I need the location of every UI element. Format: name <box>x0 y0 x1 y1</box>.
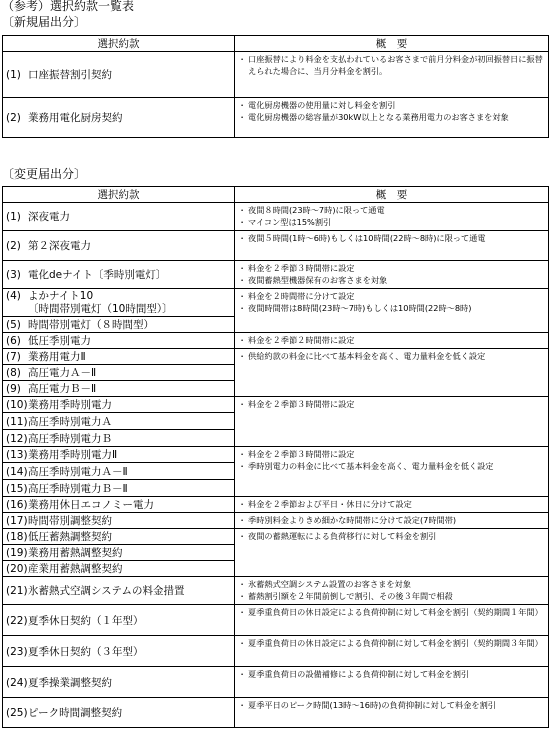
row-name: 高圧季時別電力Ａ－Ⅱ <box>28 465 128 478</box>
table-row <box>3 497 235 513</box>
changed-col1-header: 選択約款 <box>3 187 235 203</box>
table-row <box>3 289 235 317</box>
table-row <box>3 349 235 365</box>
row-name: 業務用季時別電力Ⅱ <box>28 449 118 461</box>
table-row <box>3 52 235 98</box>
table-row <box>3 577 235 605</box>
row-desc <box>235 529 549 577</box>
table-row <box>3 529 235 545</box>
row-desc <box>235 605 549 636</box>
desc-item: ・ 供給約款の料金に比べて基本料金を高く、電力量料金を低く設定 <box>238 350 545 362</box>
table-row <box>3 561 235 577</box>
row-number: (13) <box>6 449 28 461</box>
row-name: 高圧季時別電力Ａ <box>28 415 112 428</box>
row-desc <box>235 636 549 667</box>
row-name: 高圧電力Ｂ－Ⅱ <box>28 383 97 395</box>
desc-item: ・ 料金を２季節３時間帯に設定 <box>238 262 545 274</box>
row-name: 夏季休日契約（３年型） <box>28 645 144 658</box>
table-row <box>3 317 235 333</box>
row-number: (21) <box>6 585 28 597</box>
new-col2-header: 概 要 <box>235 36 549 52</box>
table-row <box>3 430 235 447</box>
row-name: 口座振替割引契約 <box>28 69 112 81</box>
row-number: (14) <box>6 465 28 478</box>
row-name: 業務用電力Ⅱ <box>28 351 86 363</box>
table-row <box>3 333 235 349</box>
desc-item: ・ 季時別料金よりきめ細かな時間帯に分けて設定(7時間帯) <box>238 514 545 526</box>
row-name: 時間帯別調整契約 <box>28 515 112 527</box>
row-name: 低圧季別電力 <box>28 335 91 347</box>
desc-item: ・ 夜間蓄熱型機器保有のお客さまを対象 <box>238 274 545 286</box>
table-row <box>3 667 235 698</box>
row-desc <box>235 349 549 397</box>
new-section-heading: 〔新規届出分〕 <box>2 15 87 29</box>
row-desc <box>235 289 549 333</box>
document-title: （参考）選択約款一覧表 <box>2 0 135 13</box>
row-number: (4) <box>6 289 21 302</box>
row-desc <box>235 667 549 698</box>
desc-item: ・ 季時別電力の料金に比べて基本料金を高く、電力量料金を低く設定 <box>238 460 545 472</box>
row-number: (3) <box>6 269 21 281</box>
desc-item: ・ 料金を２季節２時間帯に設定 <box>238 334 545 346</box>
row-number: (7) <box>6 351 21 363</box>
table-row <box>3 698 235 728</box>
new-col1-header: 選択約款 <box>3 36 235 52</box>
row-number: (2) <box>6 112 21 124</box>
desc-item: ・ 夜間の蓄熱運転による負荷移行に対して料金を割引 <box>238 530 545 542</box>
row-desc <box>235 231 549 261</box>
desc-item: ・ 蓄熱割引額を２年間前倒しで割引、その後３年間で相殺 <box>238 590 545 602</box>
row-name: 業務用電化厨房契約 <box>28 112 123 124</box>
desc-item: ・ 料金を２時間帯に分けて設定 <box>238 290 545 302</box>
table-row <box>3 605 235 636</box>
row-desc <box>235 397 549 447</box>
row-number: (17) <box>6 515 28 527</box>
row-name: 氷蓄熱式空調システムの料金措置 <box>28 585 185 597</box>
row-desc <box>235 333 549 349</box>
desc-item: ・ 夜間時間帯は8時間(23時～7時)もしくは10時間(22時～8時) <box>238 302 545 314</box>
row-number: (11) <box>6 415 28 428</box>
row-number: (2) <box>6 240 21 252</box>
desc-item: ・ 夜間８時間(23時～7時)に限って通電 <box>238 204 545 216</box>
table-row <box>3 381 235 397</box>
row-name-sub: 〔時間帯別電灯（10時間型）〕 <box>28 302 173 315</box>
row-name: 電化deナイト〔季時別電灯〕 <box>28 269 167 281</box>
row-desc <box>235 261 549 289</box>
row-number: (18) <box>6 531 28 543</box>
row-name: 高圧季時別電力Ｂ <box>28 432 112 445</box>
table-row <box>3 480 235 497</box>
table-row <box>3 636 235 667</box>
row-number: (25) <box>6 707 28 719</box>
table-row <box>3 513 235 529</box>
row-name: 第２深夜電力 <box>28 240 91 252</box>
row-name: 低圧蓄熱調整契約 <box>28 531 112 543</box>
row-desc <box>235 447 549 497</box>
row-number: (23) <box>6 645 28 658</box>
table-row <box>3 365 235 381</box>
desc-item: ・ 電化厨房機器の使用量に対し料金を割引 <box>238 99 545 111</box>
row-number: (10) <box>6 399 28 411</box>
desc-item: ・ 料金を２季節３時間帯に設定 <box>238 398 545 410</box>
table-row <box>3 203 235 231</box>
row-name: 深夜電力 <box>28 211 70 223</box>
row-number: (16) <box>6 499 28 511</box>
table-row <box>3 397 235 413</box>
new-table <box>2 35 549 138</box>
changed-section-heading: 〔変更届出分〕 <box>2 167 87 181</box>
changed-col2-header: 概 要 <box>235 187 549 203</box>
row-name: 夏季操業調整契約 <box>28 676 112 689</box>
desc-item: ・ 料金を２季節および平日・休日に分けて設定 <box>238 498 545 510</box>
row-desc <box>235 203 549 231</box>
desc-item: ・ 夏季重負荷日の設備補修による負荷抑制に対して料金を割引 <box>238 668 545 680</box>
row-number: (1) <box>6 211 21 223</box>
table-row <box>3 231 235 261</box>
row-desc <box>235 497 549 513</box>
row-number: (24) <box>6 676 28 689</box>
row-name: 産業用蓄熱調整契約 <box>28 563 123 575</box>
row-number: (15) <box>6 482 28 495</box>
row-desc <box>235 577 549 605</box>
table-row <box>3 261 235 289</box>
desc-item: ・ 氷蓄熱式空調システム設置のお客さまを対象 <box>238 578 545 590</box>
row-desc <box>235 98 549 138</box>
desc-item: ・ 口座振替により料金を支払われているお客さまで前月分料金が初回振替日に振替えられた場合に、当月分料金を割引。 <box>238 53 545 77</box>
row-number: (6) <box>6 335 21 347</box>
row-name: 高圧季時別電力Ｂ－Ⅱ <box>28 482 128 495</box>
row-desc <box>235 513 549 529</box>
row-name: ピーク時間調整契約 <box>28 707 123 719</box>
table-row <box>3 98 235 138</box>
row-name: 業務用蓄熱調整契約 <box>28 547 123 559</box>
row-number: (9) <box>6 383 21 395</box>
row-name: 業務用季時別電力 <box>28 399 112 411</box>
row-number: (22) <box>6 614 28 627</box>
table-row <box>3 447 235 463</box>
row-name: 高圧電力Ａ－Ⅱ <box>28 367 97 379</box>
row-number: (20) <box>6 563 28 575</box>
desc-item: ・ マイコン型は15%割引 <box>238 216 545 228</box>
row-desc <box>235 698 549 728</box>
table-row <box>3 463 235 480</box>
changed-table <box>2 186 549 728</box>
table-row <box>3 413 235 430</box>
row-name: 夏季休日契約（１年型） <box>28 614 144 627</box>
desc-item: ・ 夏季平日のピーク時間(13時～16時)の負荷抑制に対して料金を割引 <box>238 699 545 711</box>
table-row <box>3 545 235 561</box>
row-desc <box>235 52 549 98</box>
row-number: (12) <box>6 432 28 445</box>
desc-item: ・ 夏季重負荷日の休日設定による負荷抑制に対して料金を割引（契約期間３年間） <box>238 637 545 649</box>
desc-item: ・ 電化厨房機器の総容量が30kW以上となる業務用電力のお客さまを対象 <box>238 111 545 123</box>
row-name: よかナイト10 <box>28 289 94 302</box>
desc-item: ・ 料金を２季節３時間帯に設定 <box>238 448 545 460</box>
row-number: (1) <box>6 69 21 81</box>
row-number: (8) <box>6 367 21 379</box>
desc-item: ・ 夏季重負荷日の休日設定による負荷抑制に対して料金を割引（契約期間１年間） <box>238 606 545 618</box>
row-number: (19) <box>6 547 28 559</box>
row-name: 時間帯別電灯（８時間型） <box>28 319 154 331</box>
desc-item: ・ 夜間５時間(1時～6時)もしくは10時間(22時～8時)に限って通電 <box>238 232 545 244</box>
row-name: 業務用休日エコノミー電力 <box>28 499 154 511</box>
row-number: (5) <box>6 319 21 331</box>
